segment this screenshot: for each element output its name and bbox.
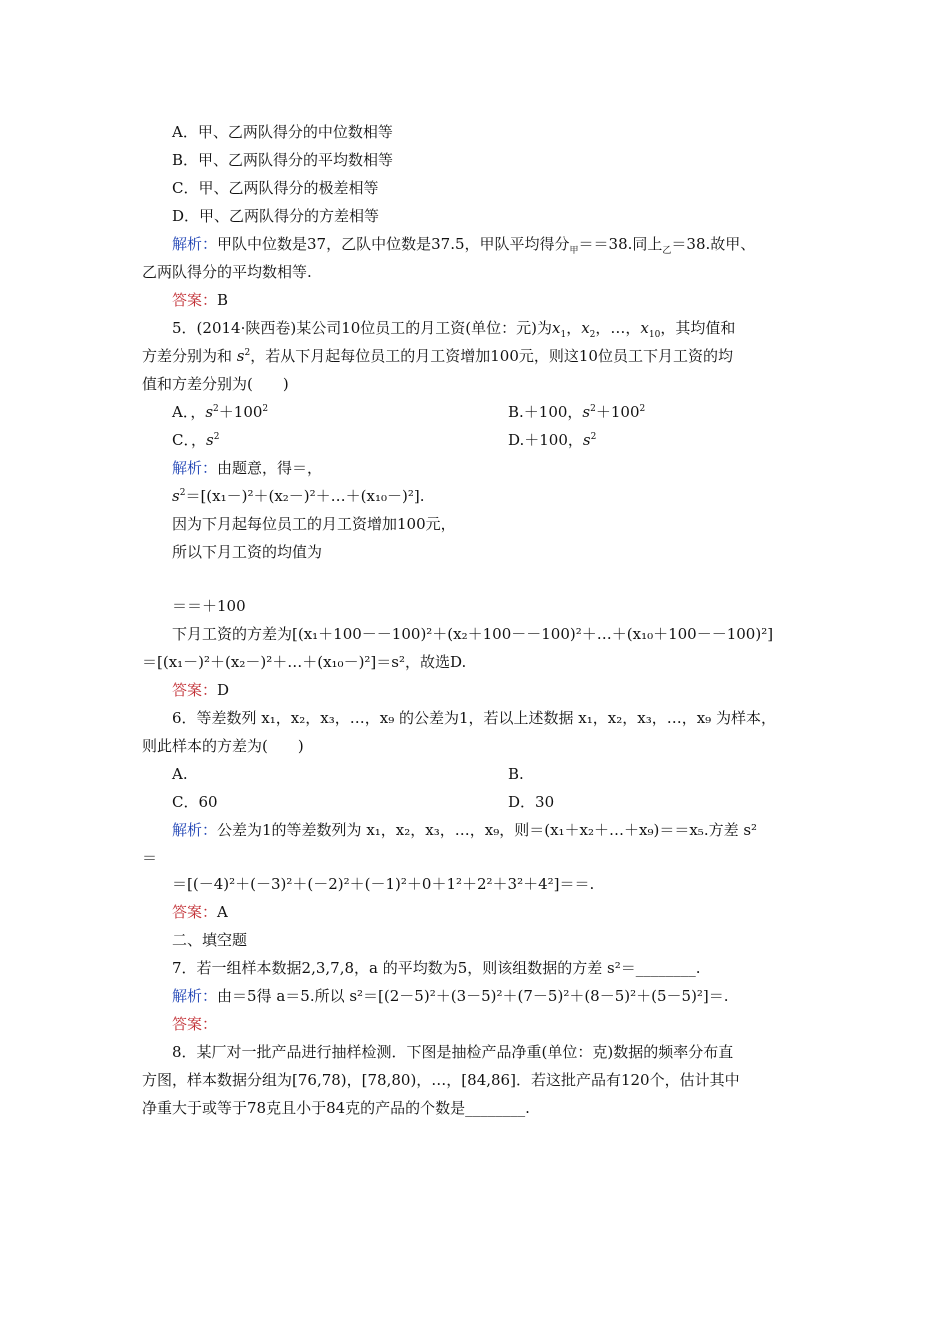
q5-stem-line3: 值和方差分别为( ) (142, 375, 289, 393)
q5-solution-line4: 所以下月工资的均值为 (172, 543, 323, 561)
section-heading: 二、填空题 (172, 931, 248, 949)
q4-option-b: B．甲、乙两队得分的平均数相等 (172, 151, 394, 169)
q6-option-d: D．30 (508, 793, 555, 811)
q6-option-a: A. (172, 765, 188, 783)
q5-solution-line6: 下月工资的方差为[(x₁＋100－－100)²＋(x₂＋100－－100)²＋…＋(x₁₀＋100－－100)²] (172, 625, 774, 643)
answer-label: 答案： (172, 681, 218, 699)
q6-solution-line2: ＝ (142, 849, 158, 867)
q5-stem-line1: 5．(2014·陕西卷)某公司10位员工的月工资(单位：元)为$x_1$，$x_2$，…，$x_{10}$，其均值和 (172, 319, 736, 340)
q5-solution-line3: 因为下月起每位员工的月工资增加100元， (172, 515, 456, 533)
q5-solution-line2: $s^2=[(x_1-)^2+(x_2-)^2+\dots+(x_{10}-)^2]$. (172, 487, 425, 505)
answer-value: A (217, 903, 228, 921)
q6-stem-line1: 6．等差数列 x₁，x₂，x₃，…，x₉ 的公差为1，若以上述数据 x₁，x₂，x₃，…，x₉ 为样本， (172, 709, 776, 727)
q4-answer (172, 290, 228, 310)
q7-stem: 7．若一组样本数据2,3,7,8，a 的平均数为5，则该组数据的方差 s²＝________. (172, 959, 701, 977)
q5-solution-line7: ＝[(x₁－)²＋(x₂－)²＋…＋(x₁₀－)²]＝s²，故选D. (142, 653, 467, 671)
q6-option-c: C．60 (172, 793, 218, 811)
q4-solution-line2: 乙两队得分的平均数相等. (142, 263, 312, 281)
q6-solution-line1: 解析：公差为1的等差数列为 x₁，x₂，x₃，…，x₉，则＝(x₁＋x₂＋…＋x₉)＝＝x₅.方差 s² (172, 821, 758, 839)
q5-solution-line5: ＝＝＋100 (172, 597, 246, 615)
q4-option-c: C．甲、乙两队得分的极差相等 (172, 179, 379, 197)
answer-label: 答案： (172, 291, 218, 309)
solution-label: 解析： (172, 235, 218, 253)
q4-option-d: D．甲、乙两队得分的方差相等 (172, 207, 380, 225)
q6-option-b: B. (508, 765, 524, 783)
solution-label: 解析： (172, 459, 218, 477)
q5-solution-line1: 解析：由题意，得＝， (172, 459, 323, 477)
q5-option-a: A．，$s^2+100^2$ (172, 403, 269, 421)
q4-option-a: A．甲、乙两队得分的中位数相等 (172, 123, 393, 141)
q6-solution-line3: ＝[(－4)²＋(－3)²＋(－2)²＋(－1)²＋0＋1²＋2²＋3²＋4²]＝＝. (172, 875, 595, 893)
q8-stem-line3: 净重大于或等于78克且小于84克的产品的个数是________. (142, 1099, 530, 1117)
q5-option-b: B.＋100，$s^2+100^2$ (508, 403, 646, 421)
q4-solution-line1: 解析：甲队中位数是37，乙队中位数是37.5，甲队平均得分$_甲$＝＝38.同上$_乙$＝38.故甲、 (172, 235, 756, 256)
answer-value: D (217, 681, 230, 699)
q5-option-d: D.＋100，$s^2$ (508, 431, 597, 449)
answer-value: B (217, 291, 229, 309)
q7-solution-line1: 解析：由＝5得 a＝5.所以 s²＝[(2－5)²＋(3－5)²＋(7－5)²＋(8－5)²＋(5－5)²]＝. (172, 987, 729, 1005)
answer-label: 答案： (172, 1015, 218, 1033)
q5-option-c: C．，$s^2$ (172, 431, 220, 449)
q5-answer (172, 680, 229, 700)
q5-stem-line2: 方差分别为和 $s^2$，若从下月起每位员工的月工资增加100元，则这10位员工下月工资的均 (142, 347, 733, 365)
answer-label: 答案： (172, 903, 218, 921)
q8-stem-line1: 8．某厂对一批产品进行抽样检测．下图是抽检产品净重(单位：克)数据的频率分布直 (172, 1043, 734, 1061)
q7-answer (172, 1014, 217, 1034)
q6-stem-line2: 则此样本的方差为( ) (142, 737, 304, 755)
q8-stem-line2: 方图，样本数据分组为[76,78)，[78,80)，…，[84,86]．若这批产品有120个，估计其中 (142, 1071, 740, 1089)
solution-label: 解析： (172, 821, 218, 839)
solution-label: 解析： (172, 987, 218, 1005)
q6-answer (172, 902, 228, 922)
